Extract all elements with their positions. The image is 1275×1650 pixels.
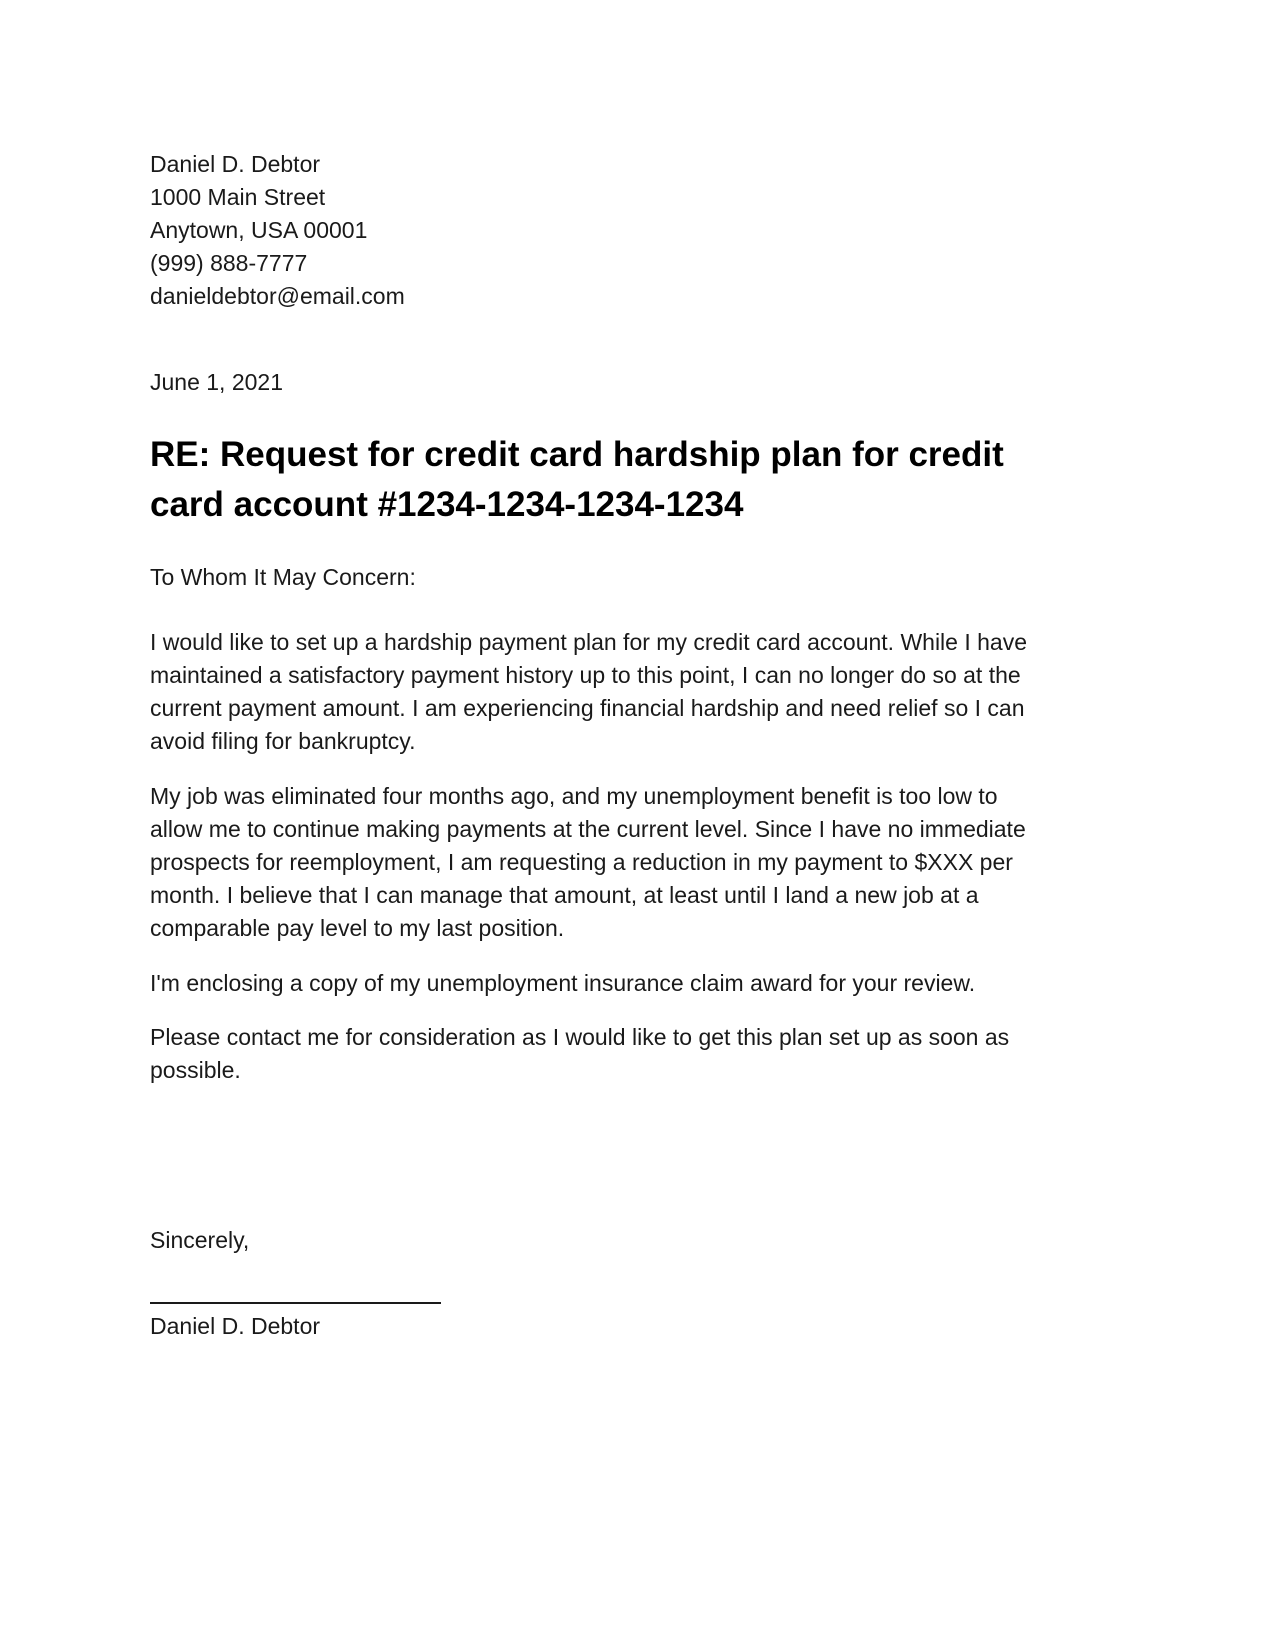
paragraph-line: My job was eliminated four months ago, and my unemployment benefit is too low to (150, 783, 998, 809)
sender-city-state-zip: Anytown, USA 00001 (150, 217, 368, 243)
body-paragraph-3 (150, 967, 975, 1000)
paragraph-line: I'm enclosing a copy of my unemployment insurance claim award for your review. (150, 970, 976, 996)
body-paragraph-1 (150, 626, 1027, 758)
letter-date: June 1, 2021 (150, 369, 284, 395)
signature-line (150, 1302, 441, 1304)
sender-street: 1000 Main Street (150, 184, 326, 210)
subject-heading (150, 430, 1004, 530)
paragraph-line: month. I believe that I can manage that amount, at least until I land a new job at a (150, 882, 979, 908)
paragraph-line: avoid filing for bankruptcy. (150, 728, 416, 754)
sender-email: danieldebtor@email.com (150, 283, 405, 309)
paragraph-line: prospects for reemployment, I am requesting a reduction in my payment to $XXX per (150, 849, 1013, 875)
signature-name: Daniel D. Debtor (150, 1313, 321, 1339)
sender-phone: (999) 888-7777 (150, 250, 308, 276)
salutation: To Whom It May Concern: (150, 564, 416, 590)
paragraph-line: I would like to set up a hardship payment plan for my credit card account. While I have (150, 629, 1027, 655)
closing: Sincerely, (150, 1227, 250, 1253)
sender-name: Daniel D. Debtor (150, 151, 321, 177)
paragraph-line: Please contact me for consideration as I would like to get this plan set up as soon as (150, 1024, 1010, 1050)
body-paragraph-2 (150, 780, 1026, 945)
subject-line-2: card account #1234-1234-1234-1234 (150, 485, 744, 524)
sender-address-block (150, 148, 405, 313)
body-paragraph-4 (150, 1021, 1009, 1087)
paragraph-line: allow me to continue making payments at the current level. Since I have no immediate (150, 816, 1026, 842)
paragraph-line: comparable pay level to my last position. (150, 915, 565, 941)
paragraph-line: possible. (150, 1057, 241, 1083)
paragraph-line: maintained a satisfactory payment history up to this point, I can no longer do so at the (150, 662, 1021, 688)
letter-page (150, 0, 1125, 1650)
subject-line-1: RE: Request for credit card hardship plan for credit (150, 435, 1004, 474)
paragraph-line: current payment amount. I am experiencing financial hardship and need relief so I can (150, 695, 1025, 721)
